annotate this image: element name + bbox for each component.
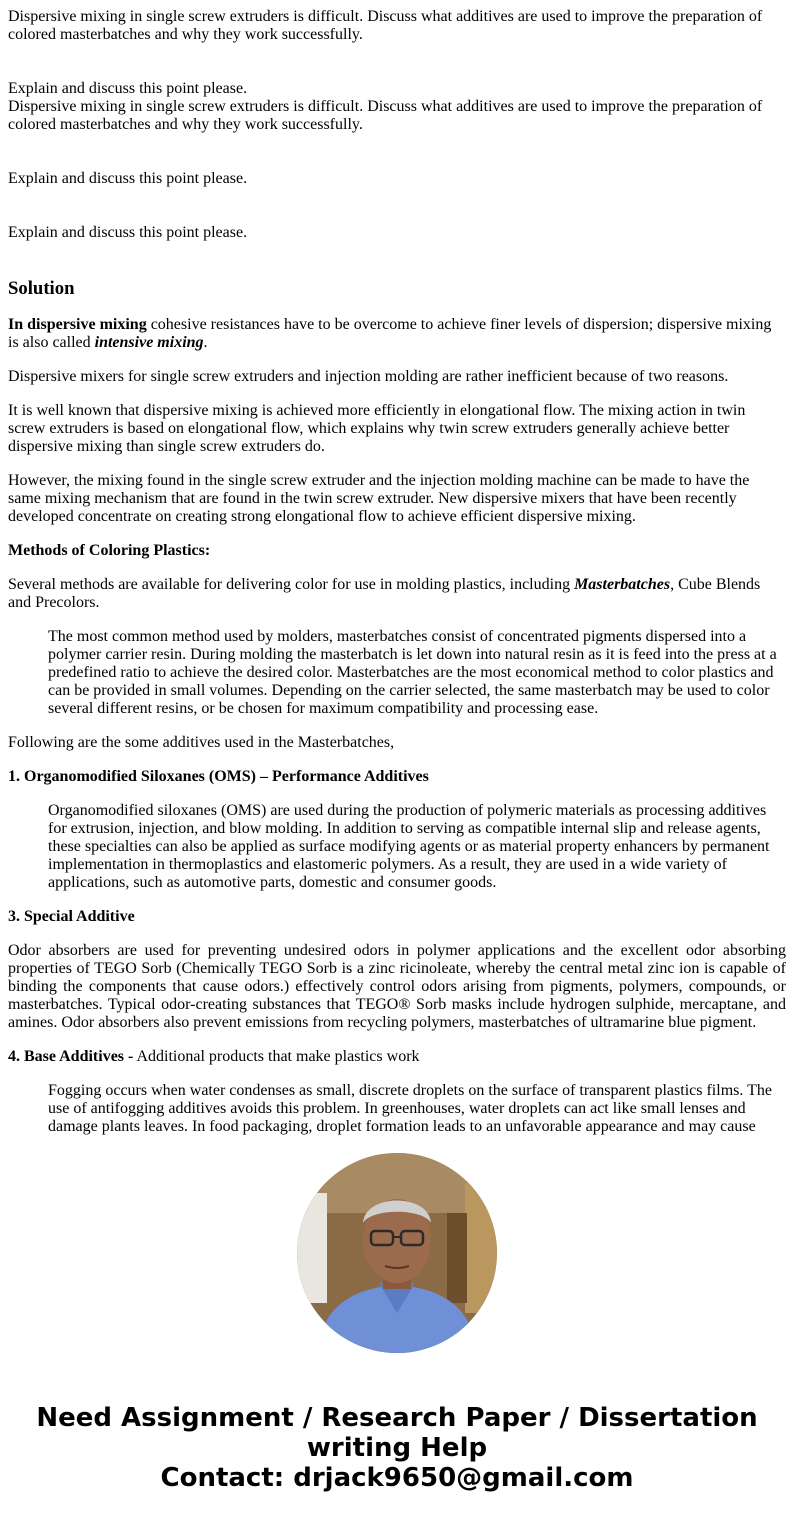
masterbatch-blockquote: The most common method used by molders, masterbatches consist of concentrated pigments dispersed into a polymer carrier resin. During molding the masterbatch is let down into natural resin as it is feed into the press at a predefined ratio to achieve the desired color. Masterbatches are the most economical method to color plastics and can be provided in small volumes. Depending on the carrier selected, the same masterbatch may be used to color several different resins, or be chosen for maximum compatibility and processing ease.	[48, 628, 777, 717]
methods-heading-text: Methods of Coloring Plastics:	[8, 542, 211, 559]
paragraph-3: It is well known that dispersive mixing is achieved more efficiently in elongational flow. The mixing action in twin screw extruders is based on elongational flow, which explains why twin screw extruders generally achieve better dispersive mixing than single screw extruders do.	[8, 402, 746, 455]
intro-text: cohesive resistances have to be overcome to achieve finer levels of dispersion; dispersive mixing is also called	[8, 316, 772, 351]
fog-blockquote: Fogging occurs when water condenses as small, discrete droplets on the surface of transparent plastics films. The use of antifogging additives avoids this problem. In greenhouses, water droplets can act like small lenses and damage plants leaves. In food packaging, droplet formation leads to an unfavorable appearance and may cause	[48, 1082, 772, 1135]
oms-blockquote: Organomodified siloxanes (OMS) are used during the production of polymeric materials as processing additives for extrusion, injection, and blow molding. In addition to serving as compatible internal slip and release agents, these specialties can also be applied as surface modifying agents or as material property enhancers by permanent implementation in thermoplastics and elastomeric polymers. As a result, they are used in a wide variety of applications, such as automotive parts, domestic and consumer goods.	[48, 802, 770, 891]
special-heading	[8, 908, 786, 926]
intro-italic: intensive mixing	[94, 334, 204, 351]
methods-text-b: , Cube Blends and Precolors.	[8, 576, 761, 611]
portrait-svg	[297, 1153, 497, 1353]
base-heading	[8, 1048, 786, 1066]
methods-paragraph	[8, 576, 786, 612]
question-prompt-1: Explain and discuss this point please.	[8, 80, 248, 97]
methods-italic: Masterbatches	[574, 576, 671, 593]
question-text-1: Dispersive mixing in single screw extruders is difficult. Discuss what additives are used to improve the preparation of colored masterbatches and why they work successfully.	[8, 8, 763, 43]
additives-intro: Following are the some additives used in the Masterbatches,	[8, 734, 395, 751]
cta-line-2: writing Help	[306, 1433, 488, 1463]
question-prompt-2: Explain and discuss this point please.	[8, 170, 248, 187]
base-heading-text: 4. Base Additives -	[8, 1048, 134, 1065]
intro-bold: In dispersive mixing	[8, 316, 147, 333]
author-portrait-icon	[297, 1153, 497, 1353]
oms-heading-text: 1. Organomodified Siloxanes (OMS) – Performance Additives	[8, 768, 429, 785]
cta-line-1: Need Assignment / Research Paper / Dissertation	[36, 1403, 758, 1433]
methods-heading	[8, 542, 786, 560]
special-paragraph: Odor absorbers are used for preventing undesired odors in polymer applications and the excellent odor absorbing properties of TEGO Sorb (Chemically TEGO Sorb is a zinc ricinoleate, whereby the central metal zinc ion is capable of binding the components that cause odors.) effectively control odors arising from pigments, polymers, compounds, or masterbatches. Typical odor-creating substances that TEGO® Sorb masks include hydrogen sulphide, mercaptane, and amines. Odor absorbers also prevent emissions from recycling polymers, masterbatches of ultramarine blue pigment.	[8, 942, 786, 1031]
methods-text-a: Several methods are available for delivering color for use in molding plastics, including	[8, 576, 575, 593]
question-prompt-3: Explain and discuss this point please.	[8, 224, 248, 241]
contact-banner	[0, 1403, 794, 1493]
oms-heading	[8, 768, 786, 786]
intro-end: .	[203, 334, 208, 351]
paragraph-2: Dispersive mixers for single screw extruders and injection molding are rather inefficient because of two reasons.	[8, 368, 729, 385]
base-subtitle: Additional products that make plastics work	[133, 1048, 420, 1065]
cta-line-3: Contact: drjack9650@gmail.com	[160, 1463, 634, 1493]
paragraph-4: However, the mixing found in the single screw extruder and the injection molding machine can be made to have the same mixing mechanism that are found in the twin screw extruder. New dispersive mixers that have been recently developed concentrate on creating strong elongational flow to achieve efficient dispersive mixing.	[8, 472, 750, 525]
solution-heading: Solution	[8, 278, 75, 299]
special-heading-text: 3. Special Additive	[8, 908, 135, 925]
intro-paragraph	[8, 316, 786, 352]
question-text-2: Dispersive mixing in single screw extruders is difficult. Discuss what additives are used to improve the preparation of colored masterbatches and why they work successfully.	[8, 98, 763, 133]
